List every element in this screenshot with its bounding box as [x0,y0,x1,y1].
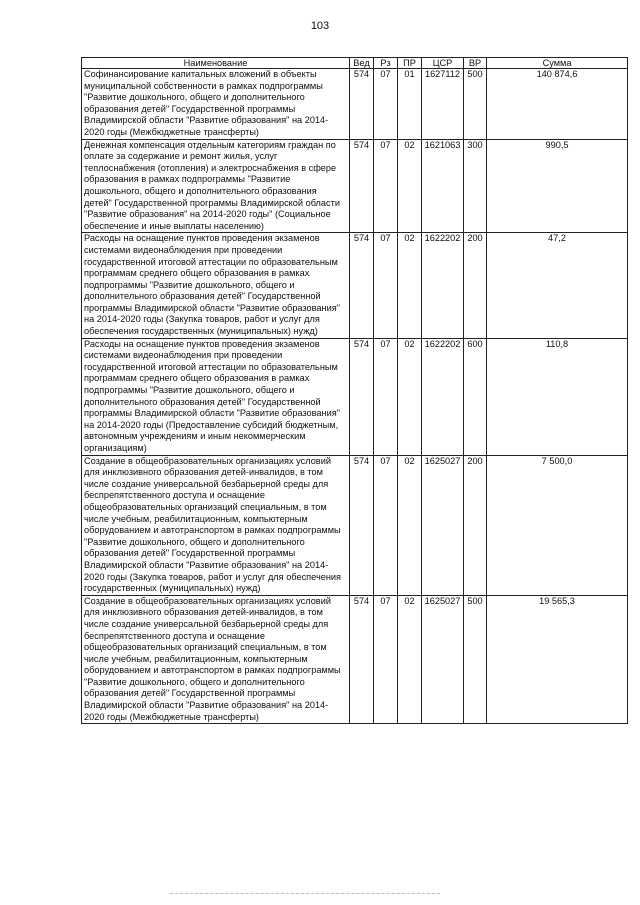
table-row [82,595,628,724]
row-sum: 19 565,3 [487,595,628,724]
row-rz: 07 [374,338,398,455]
row-ved: 574 [350,139,374,233]
row-rz: 07 [374,233,398,338]
table-row [82,455,628,595]
row-sum: 140 874,6 [487,69,628,140]
row-sum: 47,2 [487,233,628,338]
row-sum: 990,5 [487,139,628,233]
table-row [82,233,628,338]
row-pr: 02 [398,139,422,233]
header-vr: ВР [464,58,487,69]
page-number: 103 [310,20,330,32]
row-rz: 07 [374,455,398,595]
table-header-row [82,58,628,69]
row-vr: 200 [464,233,487,338]
header-csr: ЦСР [422,58,464,69]
row-csr: 1621063 [422,139,464,233]
header-pr: ПР [398,58,422,69]
row-pr: 02 [398,338,422,455]
row-csr: 1625027 [422,595,464,724]
row-rz: 07 [374,139,398,233]
header-rz: Рз [374,58,398,69]
header-name: Наименование [82,58,350,69]
budget-table [81,57,628,724]
row-name: Создание в общеобразовательных организациях условий для инклюзивного образования детей-инвалидов, в том числе создание универсальной безбарьерной среды для беспрепятственного доступа и оснащение общеобразовательных организаций специальным, в том числе учебным, реабилитационным, компьютерным оборудованием и автотранспортом в рамках подпрограммы "Развитие дошкольного, общего и дополнительного образования детей" Государственной программы Владимирской области "Развитие образования" на 2014-2020 годы (Закупка товаров, работ и услуг для обеспечения государственных (муниципальных) нужд) [82,455,350,595]
row-vr: 600 [464,338,487,455]
row-pr: 02 [398,455,422,595]
row-ved: 574 [350,338,374,455]
row-rz: 07 [374,595,398,724]
row-pr: 02 [398,233,422,338]
row-name: Создание в общеобразовательных организациях условий для инклюзивного образования детей-инвалидов, в том числе создание универсальной безбарьерной среды для беспрепятственного доступа и оснащение общеобразовательных организаций специальным, в том числе учебным, реабилитационным, компьютерным оборудованием и автотранспортом в рамках подпрограммы "Развитие дошкольного, общего и дополнительного образования детей" Государственной программы Владимирской области "Развитие образования" на 2014-2020 годы (Межбюджетные трансферты) [82,595,350,724]
row-pr: 02 [398,595,422,724]
row-vr: 500 [464,69,487,140]
header-sum: Сумма [487,58,628,69]
row-name: Денежная компенсация отдельным категориям граждан по оплате за содержание и ремонт жилья, услуг теплоснабжения (отопления) и электроснабжения в сфере образования в рамках подпрограммы "Развитие дошкольного, общего и дополнительного образования детей" Государственной программы Владимирской области "Развитие образования" на 2014-2020 годы" (Социальное обеспечение и иные выплаты населению) [82,139,350,233]
row-ved: 574 [350,455,374,595]
row-rz: 07 [374,69,398,140]
table-row [82,338,628,455]
scan-artifact-line [170,893,440,896]
row-name: Расходы на оснащение пунктов проведения экзаменов системами видеонаблюдения при проведении государственной итоговой аттестации по образовательным программам среднего общего образования в рамках подпрограммы "Развитие дошкольного, общего и дополнительного образования детей" Государственной программы Владимирской области "Развитие образования" на 2014-2020 годы (Предоставление субсидий бюджетным, автономным учреждениям и иным некоммерческим организациям) [82,338,350,455]
header-ved: Вед [350,58,374,69]
row-name: Расходы на оснащение пунктов проведения экзаменов системами видеонаблюдения при проведении государственной итоговой аттестации по образовательным программам среднего общего образования в рамках подпрограммы "Развитие дошкольного, общего и дополнительного образования детей" Государственной программы Владимирской области "Развитие образования" на 2014-2020 годы (Закупка товаров, работ и услуг для обеспечения государственных (муниципальных) нужд) [82,233,350,338]
row-name: Софинансирование капитальных вложений в объекты муниципальной собственности в рамках подпрограммы "Развитие дошкольного, общего и дополнительного образования детей" Государственной программы Владимирской области "Развитие образования" на 2014-2020 годы (Межбюджетные трансферты) [82,69,350,140]
row-vr: 300 [464,139,487,233]
table-row [82,69,628,140]
row-csr: 1622202 [422,338,464,455]
row-ved: 574 [350,69,374,140]
row-ved: 574 [350,595,374,724]
row-sum: 7 500,0 [487,455,628,595]
row-csr: 1627112 [422,69,464,140]
row-pr: 01 [398,69,422,140]
table-row [82,139,628,233]
row-vr: 500 [464,595,487,724]
row-csr: 1622202 [422,233,464,338]
row-ved: 574 [350,233,374,338]
row-sum: 110,8 [487,338,628,455]
row-csr: 1625027 [422,455,464,595]
row-vr: 200 [464,455,487,595]
